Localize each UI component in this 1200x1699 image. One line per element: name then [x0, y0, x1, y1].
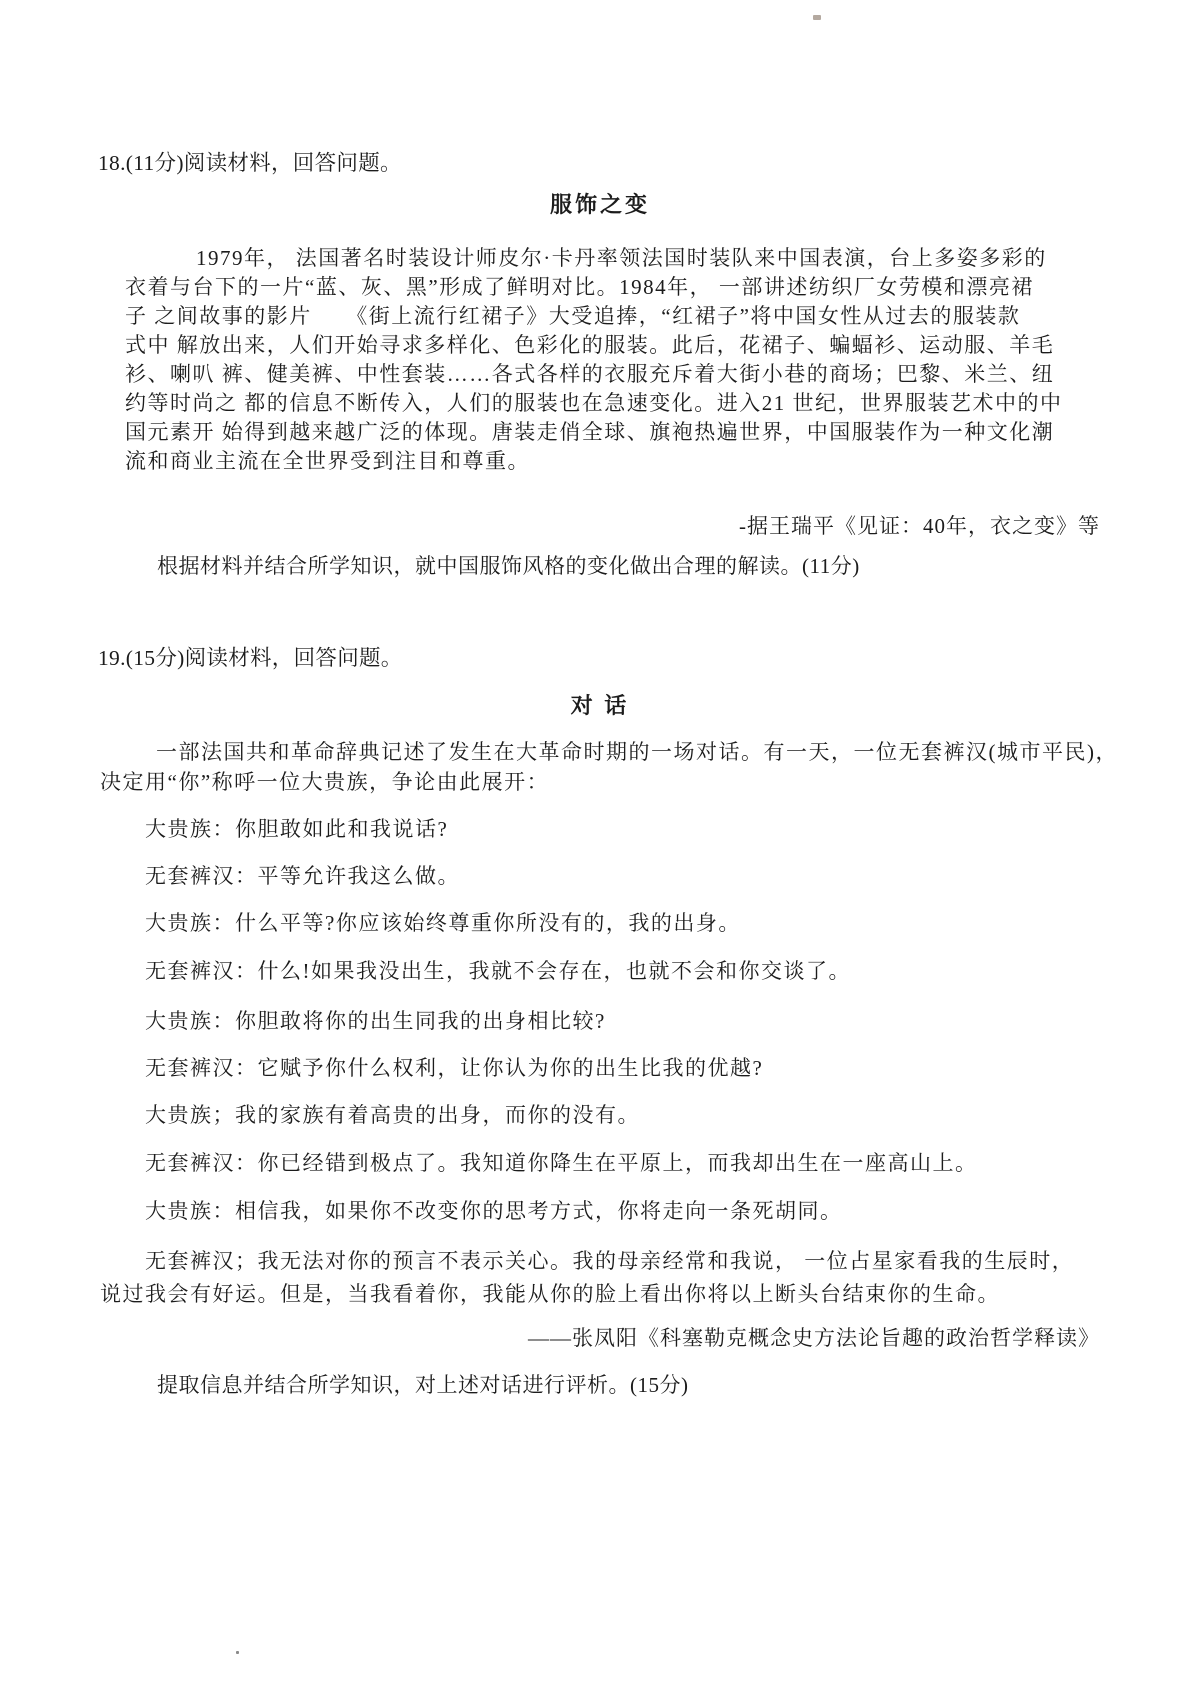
material-line: 衣着与台下的一片“蓝、灰、黑”形成了鲜明对比。1984年， 一部讲述纺织厂女劳模和漂亮裙 — [125, 275, 1034, 299]
intro-line: 决定用“你”称呼一位大贵族，争论由此展开： — [100, 770, 550, 794]
dialogue-line: 大贵族：你胆敢将你的出生同我的出身相比较? — [145, 1009, 606, 1033]
dialogue-line-continuation: 说过我会有好运。但是，当我看着你，我能从你的脸上看出你将以上断头台结束你的生命。 — [100, 1282, 1000, 1306]
question-18-task-prompt: 根据材料并结合所学知识，就中国服饰风格的变化做出合理的解读。(11分) — [157, 554, 860, 578]
dialogue-line: 无套裤汉：什么!如果我没出生，我就不会存在，也就不会和你交谈了。 — [145, 959, 851, 983]
dialogue-line: 大贵族：什么平等?你应该始终尊重你所没有的，我的出身。 — [145, 911, 741, 935]
dialogue-line: 大贵族；我的家族有着高贵的出身，而你的没有。 — [145, 1103, 640, 1127]
scan-speck-top — [813, 15, 821, 20]
material-line: 子 之间故事的影片 《街上流行红裙子》大受追捧，“红裙子”将中国女性从过去的服装款 — [125, 304, 1021, 328]
material-line: 1979年， 法国著名时装设计师皮尔·卡丹率领法国时装队来中国表演，台上多姿多彩的 — [196, 246, 1047, 270]
question-18-source-attribution: -据王瑞平《见证：40年，衣之变》等 — [739, 514, 1100, 538]
question-19-source-attribution: ——张凤阳《科塞勒克概念史方法论旨趣的政治哲学释读》 — [528, 1326, 1100, 1350]
question-18-header: 18.(11分)阅读材料，回答问题。 — [98, 151, 402, 175]
material-line: 式中 解放出来，人们开始寻求多样化、色彩化的服装。此后，花裙子、蝙蝠衫、运动服、羊毛 — [125, 333, 1055, 357]
dialogue-line: 无套裤汉：平等允许我这么做。 — [145, 864, 460, 888]
dialogue-line: 无套裤汉；我无法对你的预言不表示关心。我的母亲经常和我说， 一位占星家看我的生辰时， — [145, 1249, 1075, 1273]
material-line: 国元素开 始得到越来越广泛的体现。唐装走俏全球、旗袍热遍世界，中国服装作为一种文化潮 — [125, 420, 1055, 444]
material-line: 衫、喇叭 裤、健美裤、中性套装……各式各样的衣服充斥着大街小巷的商场；巴黎、米兰、纽 — [125, 362, 1055, 386]
question-19-title: 对 话 — [570, 693, 630, 718]
dialogue-line: 无套裤汉：你已经错到极点了。我知道你降生在平原上，而我却出生在一座高山上。 — [145, 1151, 978, 1175]
dialogue-line: 大贵族：你胆敢如此和我说话? — [145, 817, 449, 841]
material-line: 流和商业主流在全世界受到注目和尊重。 — [125, 449, 530, 473]
question-18-title: 服饰之变 — [549, 192, 650, 217]
dialogue-line: 无套裤汉：它赋予你什么权利，让你认为你的出生比我的优越? — [145, 1056, 764, 1080]
intro-line: 一部法国共和革命辞典记述了发生在大革命时期的一场对话。有一天，一位无套裤汉(城市平民)， — [156, 740, 1118, 764]
material-line: 约等时尚之 都的信息不断传入，人们的服装也在急速变化。进入21 世纪，世界服装艺术中的中 — [125, 391, 1063, 415]
question-19-task-prompt: 提取信息并结合所学知识，对上述对话进行评析。(15分) — [157, 1373, 689, 1397]
question-19-header: 19.(15分)阅读材料，回答问题。 — [98, 646, 403, 670]
scan-speck-bottom — [236, 1651, 239, 1654]
dialogue-line: 大贵族：相信我，如果你不改变你的思考方式，你将走向一条死胡同。 — [145, 1199, 843, 1223]
